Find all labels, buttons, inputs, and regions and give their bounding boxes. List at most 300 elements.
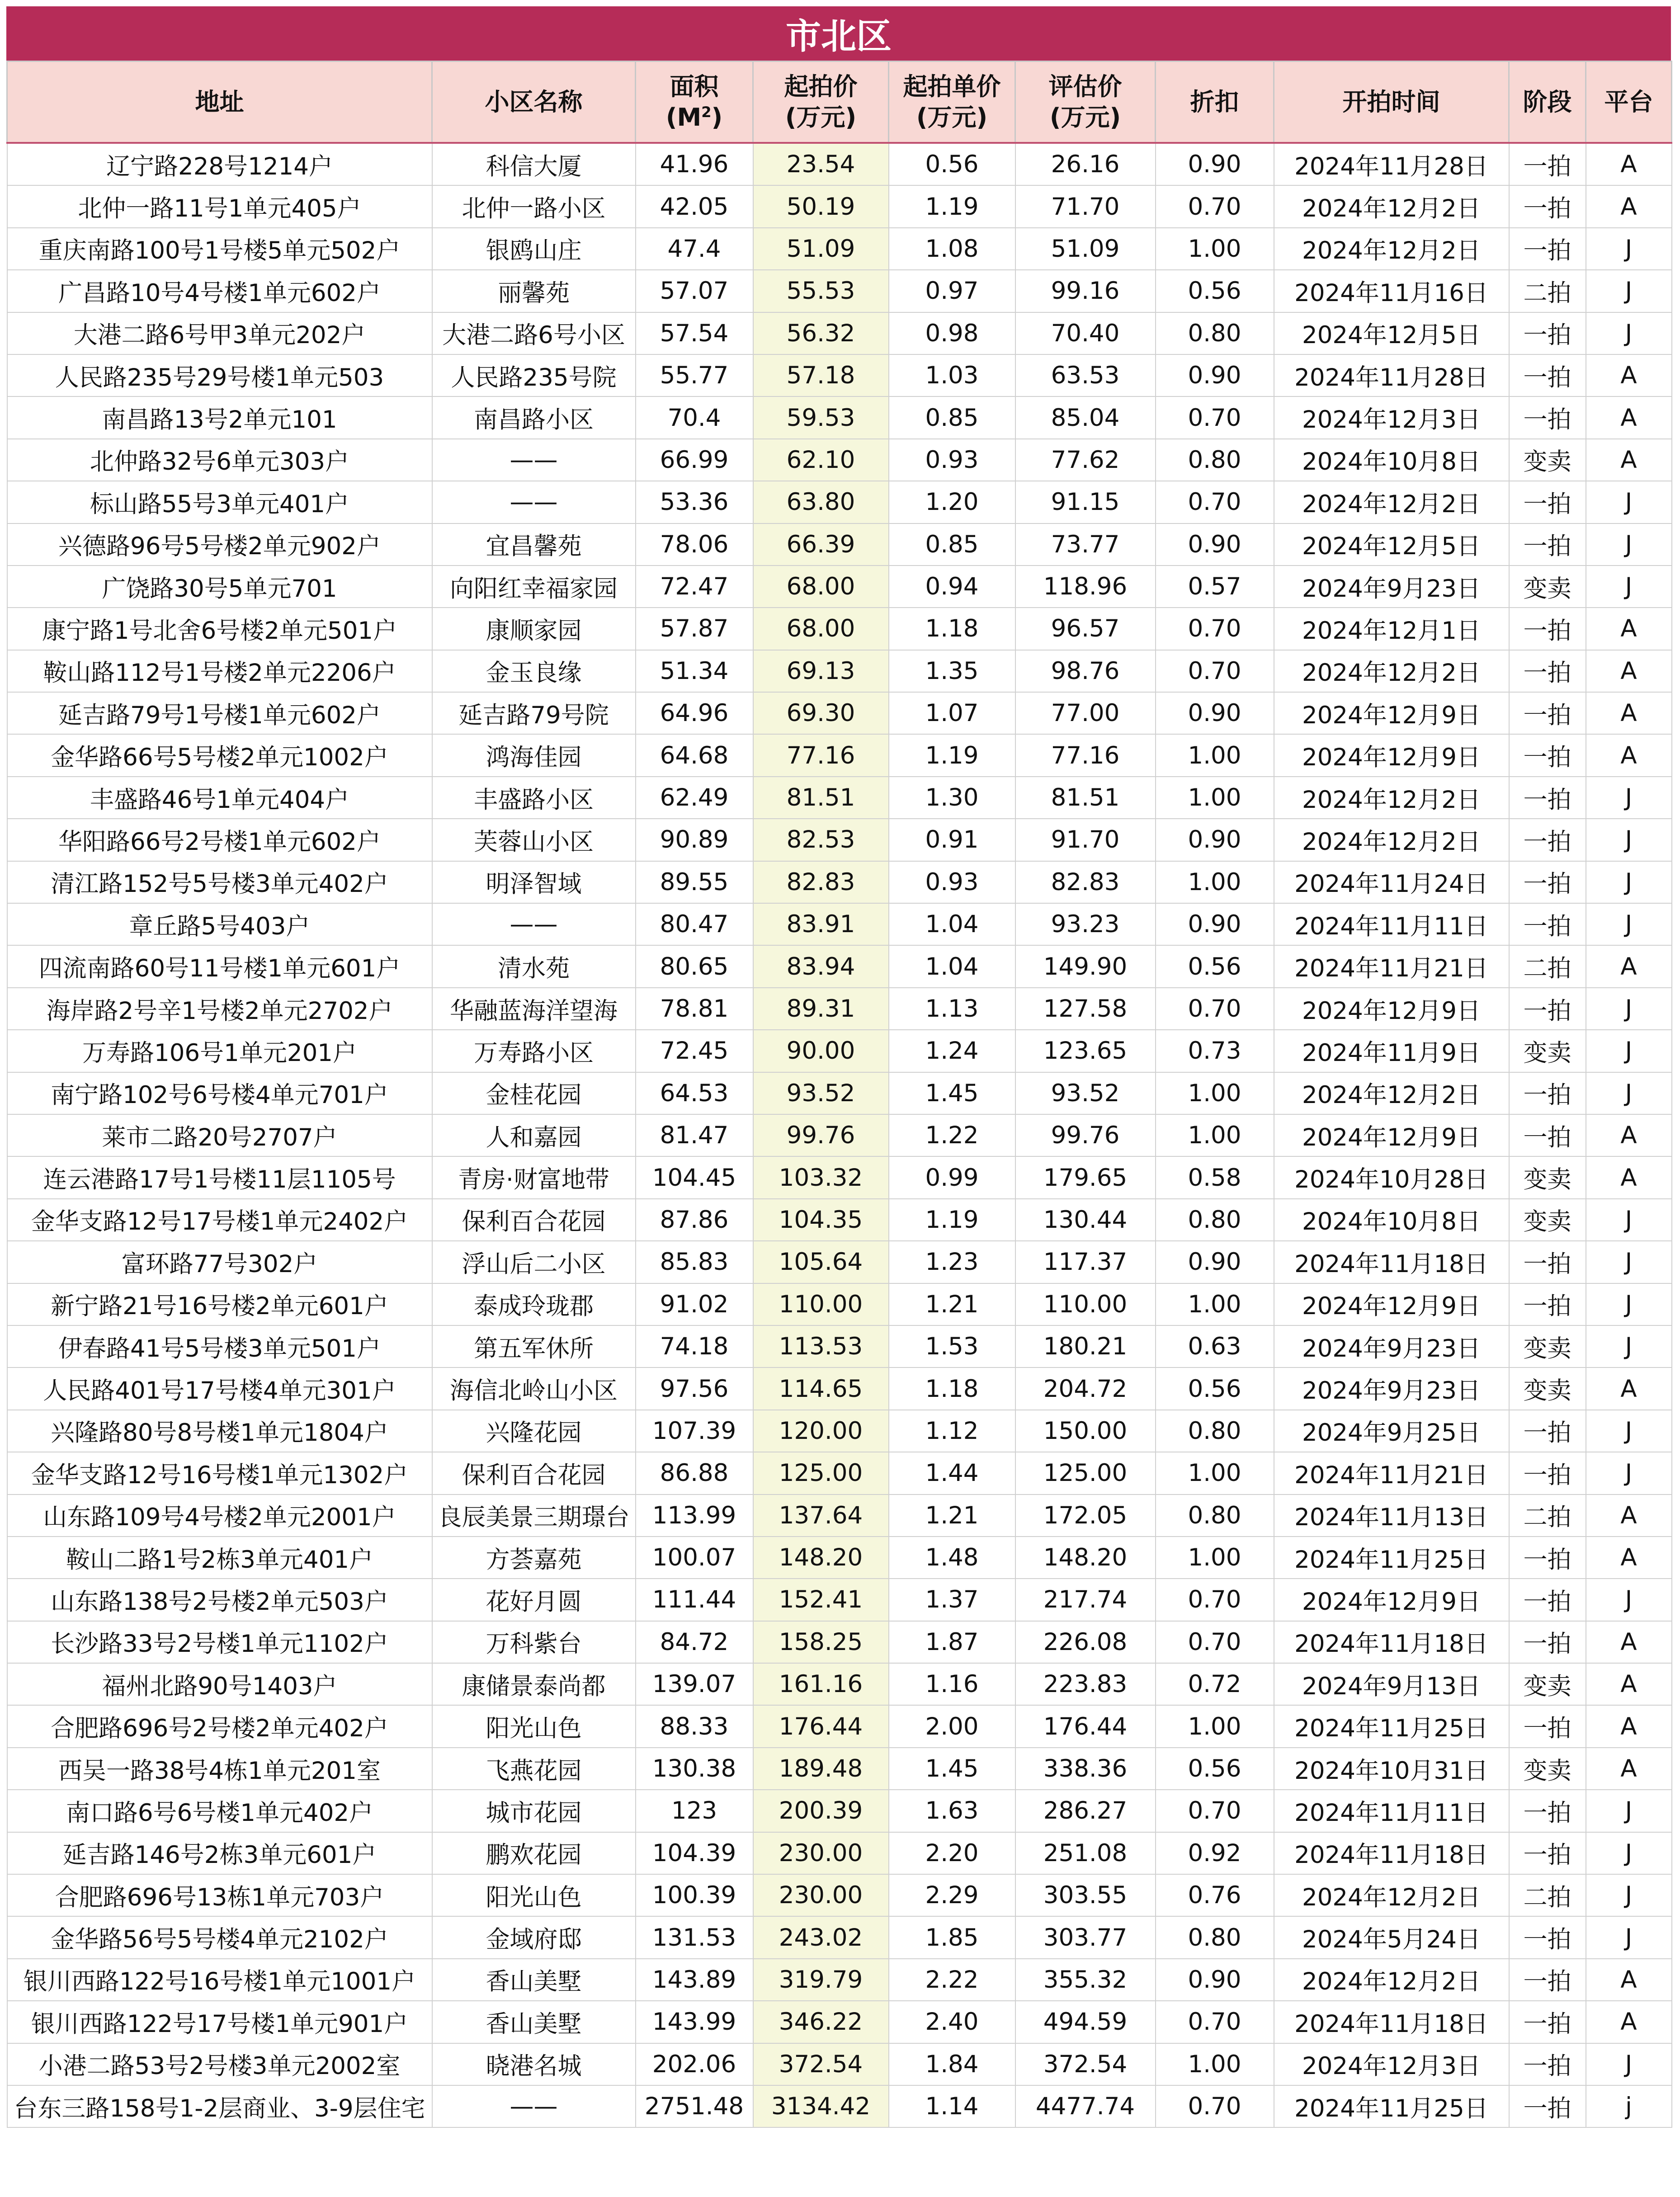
table-row	[7, 903, 1672, 945]
unit-price-cell: 1.35	[889, 650, 1015, 692]
address-cell: 伊春路41号5号楼3单元501户	[7, 1325, 432, 1367]
community-cell: 城市花园	[432, 1790, 636, 1832]
community-cell: 阳光山色	[432, 1874, 636, 1916]
appraisal-cell: 110.00	[1015, 1283, 1156, 1325]
area-cell: 47.4	[636, 228, 753, 270]
start-price-cell: 104.35	[753, 1199, 889, 1241]
start-price-cell: 103.32	[753, 1156, 889, 1198]
unit-price-cell: 1.19	[889, 734, 1015, 776]
appraisal-cell: 99.16	[1015, 270, 1156, 312]
discount-cell: 0.56	[1156, 945, 1274, 987]
area-cell: 130.38	[636, 1748, 753, 1790]
address-cell: 金华路66号5号楼2单元1002户	[7, 734, 432, 776]
community-cell: 花好月圆	[432, 1579, 636, 1621]
appraisal-cell: 130.44	[1015, 1199, 1156, 1241]
community-cell: ——	[432, 2085, 636, 2127]
unit-price-cell: 1.04	[889, 945, 1015, 987]
unit-price-cell: 1.30	[889, 777, 1015, 819]
community-cell: 晓港名城	[432, 2043, 636, 2085]
area-cell: 89.55	[636, 861, 753, 903]
discount-cell: 1.00	[1156, 1705, 1274, 1747]
address-cell: 富环路77号302户	[7, 1241, 432, 1283]
address-cell: 银川西路122号16号楼1单元1001户	[7, 1959, 432, 2001]
unit-price-cell: 2.00	[889, 1705, 1015, 1747]
area-cell: 107.39	[636, 1410, 753, 1452]
stage-cell: 一拍	[1509, 1537, 1586, 1579]
unit-price-cell: 0.93	[889, 439, 1015, 481]
unit-price-cell: 1.85	[889, 1916, 1015, 1958]
address-cell: 鞍山路112号1号楼2单元2206户	[7, 650, 432, 692]
address-cell: 金华路56号5号楼4单元2102户	[7, 1916, 432, 1958]
platform-cell: J	[1586, 1072, 1672, 1114]
stage-cell: 一拍	[1509, 1114, 1586, 1156]
community-cell: 丽馨苑	[432, 270, 636, 312]
start-price-cell: 125.00	[753, 1452, 889, 1494]
platform-cell: J	[1586, 1452, 1672, 1494]
unit-price-cell: 1.53	[889, 1325, 1015, 1367]
address-cell: 兴隆路80号8号楼1单元1804户	[7, 1410, 432, 1452]
stage-cell: 一拍	[1509, 1916, 1586, 1958]
table-row	[7, 228, 1672, 270]
discount-cell: 0.56	[1156, 1367, 1274, 1410]
platform-cell: A	[1586, 185, 1672, 227]
auction-date-cell: 2024年9月13日	[1274, 1663, 1509, 1705]
area-cell: 86.88	[636, 1452, 753, 1494]
unit-price-cell: 1.48	[889, 1537, 1015, 1579]
community-cell: 海信北岭山小区	[432, 1367, 636, 1410]
area-cell: 51.34	[636, 650, 753, 692]
stage-cell: 变卖	[1509, 1663, 1586, 1705]
area-cell: 70.4	[636, 396, 753, 438]
area-cell: 111.44	[636, 1579, 753, 1621]
auction-date-cell: 2024年12月2日	[1274, 1959, 1509, 2001]
address-cell: 山东路109号4号楼2单元2001户	[7, 1495, 432, 1537]
start-price-cell: 23.54	[753, 143, 889, 185]
discount-cell: 1.00	[1156, 1283, 1274, 1325]
start-price-cell: 114.65	[753, 1367, 889, 1410]
table-row	[7, 1452, 1672, 1494]
unit-price-cell: 1.16	[889, 1663, 1015, 1705]
start-price-cell: 68.00	[753, 608, 889, 650]
table-row	[7, 1283, 1672, 1325]
discount-cell: 0.80	[1156, 1199, 1274, 1241]
community-cell: 向阳红幸福家园	[432, 566, 636, 608]
table-row	[7, 1832, 1672, 1874]
appraisal-cell: 70.40	[1015, 312, 1156, 354]
platform-cell: J	[1586, 903, 1672, 945]
platform-cell: A	[1586, 143, 1672, 185]
header-address: 地址	[7, 61, 432, 143]
stage-cell: 二拍	[1509, 270, 1586, 312]
header-area	[636, 61, 753, 143]
appraisal-cell: 77.62	[1015, 439, 1156, 481]
table-row	[7, 354, 1672, 396]
unit-price-cell: 0.98	[889, 312, 1015, 354]
discount-cell: 0.70	[1156, 608, 1274, 650]
community-cell: 银鸥山庄	[432, 228, 636, 270]
stage-cell: 变卖	[1509, 1748, 1586, 1790]
area-cell: 97.56	[636, 1367, 753, 1410]
address-cell: 华阳路66号2号楼1单元602户	[7, 819, 432, 861]
start-price-cell: 63.80	[753, 481, 889, 523]
unit-price-cell: 1.23	[889, 1241, 1015, 1283]
auction-date-cell: 2024年11月18日	[1274, 2001, 1509, 2043]
community-cell: 方荟嘉苑	[432, 1537, 636, 1579]
area-cell: 42.05	[636, 185, 753, 227]
unit-price-cell: 1.84	[889, 2043, 1015, 2085]
platform-cell: A	[1586, 1495, 1672, 1537]
unit-price-cell: 1.22	[889, 1114, 1015, 1156]
area-cell: 104.39	[636, 1832, 753, 1874]
auction-date-cell: 2024年9月23日	[1274, 566, 1509, 608]
platform-cell: A	[1586, 692, 1672, 734]
header-discount: 折扣	[1156, 61, 1274, 143]
platform-cell: A	[1586, 650, 1672, 692]
appraisal-cell: 223.83	[1015, 1663, 1156, 1705]
start-price-cell: 59.53	[753, 396, 889, 438]
community-cell: 香山美墅	[432, 1959, 636, 2001]
auction-date-cell: 2024年11月16日	[1274, 270, 1509, 312]
table-body	[7, 143, 1672, 2127]
area-cell: 85.83	[636, 1241, 753, 1283]
address-cell: 广饶路30号5单元701	[7, 566, 432, 608]
table-row	[7, 945, 1672, 987]
unit-price-cell: 1.45	[889, 1748, 1015, 1790]
platform-cell: J	[1586, 988, 1672, 1030]
address-cell: 新宁路21号16号楼2单元601户	[7, 1283, 432, 1325]
unit-price-cell: 0.99	[889, 1156, 1015, 1198]
platform-cell: A	[1586, 1959, 1672, 2001]
platform-cell: J	[1586, 2043, 1672, 2085]
area-cell: 78.06	[636, 523, 753, 566]
platform-cell: J	[1586, 312, 1672, 354]
platform-cell: A	[1586, 608, 1672, 650]
stage-cell: 一拍	[1509, 988, 1586, 1030]
auction-date-cell: 2024年12月9日	[1274, 1114, 1509, 1156]
appraisal-cell: 81.51	[1015, 777, 1156, 819]
start-price-cell: 56.32	[753, 312, 889, 354]
address-cell: 金华支路12号16号楼1单元1302户	[7, 1452, 432, 1494]
platform-cell: A	[1586, 439, 1672, 481]
platform-cell: A	[1586, 945, 1672, 987]
auction-date-cell: 2024年12月3日	[1274, 2043, 1509, 2085]
header-row	[7, 61, 1672, 143]
address-cell: 小港二路53号2号楼3单元2002室	[7, 2043, 432, 2085]
table-row	[7, 819, 1672, 861]
community-cell: 宜昌馨苑	[432, 523, 636, 566]
community-cell: 清水苑	[432, 945, 636, 987]
stage-cell: 一拍	[1509, 185, 1586, 227]
unit-price-cell: 1.37	[889, 1579, 1015, 1621]
area-cell: 72.47	[636, 566, 753, 608]
auction-date-cell: 2024年12月2日	[1274, 650, 1509, 692]
auction-date-cell: 2024年12月9日	[1274, 1283, 1509, 1325]
community-cell: 大港二路6号小区	[432, 312, 636, 354]
community-cell: ——	[432, 439, 636, 481]
stage-cell: 一拍	[1509, 312, 1586, 354]
unit-price-cell: 1.63	[889, 1790, 1015, 1832]
community-cell: 康顺家园	[432, 608, 636, 650]
table-row	[7, 1790, 1672, 1832]
auction-date-cell: 2024年12月2日	[1274, 228, 1509, 270]
address-cell: 鞍山二路1号2栋3单元401户	[7, 1537, 432, 1579]
area-cell: 100.39	[636, 1874, 753, 1916]
unit-price-cell: 1.19	[889, 1199, 1015, 1241]
auction-date-cell: 2024年10月28日	[1274, 1156, 1509, 1198]
unit-price-cell: 0.93	[889, 861, 1015, 903]
table-row	[7, 2001, 1672, 2043]
start-price-cell: 346.22	[753, 2001, 889, 2043]
area-cell: 123	[636, 1790, 753, 1832]
stage-cell: 一拍	[1509, 354, 1586, 396]
stage-cell: 一拍	[1509, 523, 1586, 566]
address-cell: 台东三路158号1-2层商业、3-9层住宅	[7, 2085, 432, 2127]
unit-price-cell: 1.03	[889, 354, 1015, 396]
platform-cell: A	[1586, 1748, 1672, 1790]
header-unit-price: 起拍单价 (万元)	[889, 61, 1015, 143]
unit-price-cell: 1.07	[889, 692, 1015, 734]
platform-cell: A	[1586, 1537, 1672, 1579]
table-row	[7, 1705, 1672, 1747]
unit-price-cell: 2.40	[889, 2001, 1015, 2043]
table-row	[7, 1621, 1672, 1663]
address-cell: 银川西路122号17号楼1单元901户	[7, 2001, 432, 2043]
auction-date-cell: 2024年12月2日	[1274, 185, 1509, 227]
platform-cell: J	[1586, 1579, 1672, 1621]
address-cell: 广昌路10号4号楼1单元602户	[7, 270, 432, 312]
discount-cell: 0.56	[1156, 270, 1274, 312]
community-cell: 阳光山色	[432, 1705, 636, 1747]
table-row	[7, 1030, 1672, 1072]
discount-cell: 0.80	[1156, 1916, 1274, 1958]
table-row	[7, 185, 1672, 227]
community-cell: 鹏欢花园	[432, 1832, 636, 1874]
stage-cell: 一拍	[1509, 1832, 1586, 1874]
auction-date-cell: 2024年11月18日	[1274, 1832, 1509, 1874]
start-price-cell: 120.00	[753, 1410, 889, 1452]
appraisal-cell: 286.27	[1015, 1790, 1156, 1832]
discount-cell: 0.70	[1156, 1790, 1274, 1832]
platform-cell: J	[1586, 861, 1672, 903]
table-row	[7, 1663, 1672, 1705]
platform-cell: A	[1586, 2001, 1672, 2043]
table-row	[7, 988, 1672, 1030]
header-platform: 平台	[1586, 61, 1672, 143]
address-cell: 合肥路696号2号楼2单元402户	[7, 1705, 432, 1747]
unit-price-cell: 1.14	[889, 2085, 1015, 2127]
discount-cell: 0.58	[1156, 1156, 1274, 1198]
header-appraisal: 评估价 (万元)	[1015, 61, 1156, 143]
appraisal-cell: 338.36	[1015, 1748, 1156, 1790]
auction-date-cell: 2024年11月24日	[1274, 861, 1509, 903]
unit-price-cell: 1.12	[889, 1410, 1015, 1452]
auction-date-cell: 2024年12月2日	[1274, 777, 1509, 819]
area-cell: 84.72	[636, 1621, 753, 1663]
discount-cell: 0.92	[1156, 1832, 1274, 1874]
unit-price-cell: 1.18	[889, 608, 1015, 650]
unit-price-cell: 1.08	[889, 228, 1015, 270]
appraisal-cell: 172.05	[1015, 1495, 1156, 1537]
auction-date-cell: 2024年12月2日	[1274, 1072, 1509, 1114]
address-cell: 章丘路5号403户	[7, 903, 432, 945]
discount-cell: 0.90	[1156, 903, 1274, 945]
area-cell: 202.06	[636, 2043, 753, 2085]
start-price-cell: 77.16	[753, 734, 889, 776]
discount-cell: 1.00	[1156, 228, 1274, 270]
start-price-cell: 83.94	[753, 945, 889, 987]
community-cell: 香山美墅	[432, 2001, 636, 2043]
appraisal-cell: 77.00	[1015, 692, 1156, 734]
discount-cell: 1.00	[1156, 1072, 1274, 1114]
stage-cell: 一拍	[1509, 1283, 1586, 1325]
discount-cell: 0.90	[1156, 692, 1274, 734]
discount-cell: 0.76	[1156, 1874, 1274, 1916]
appraisal-cell: 71.70	[1015, 185, 1156, 227]
table-row	[7, 566, 1672, 608]
table-row	[7, 312, 1672, 354]
discount-cell: 0.90	[1156, 1959, 1274, 2001]
platform-cell: j	[1586, 2085, 1672, 2127]
platform-cell: J	[1586, 523, 1672, 566]
auction-date-cell: 2024年5月24日	[1274, 1916, 1509, 1958]
start-price-cell: 90.00	[753, 1030, 889, 1072]
appraisal-cell: 127.58	[1015, 988, 1156, 1030]
stage-cell: 一拍	[1509, 2085, 1586, 2127]
appraisal-cell: 117.37	[1015, 1241, 1156, 1283]
discount-cell: 0.70	[1156, 2001, 1274, 2043]
area-cell: 143.89	[636, 1959, 753, 2001]
start-price-cell: 93.52	[753, 1072, 889, 1114]
table-row	[7, 2085, 1672, 2127]
discount-cell: 0.70	[1156, 396, 1274, 438]
appraisal-cell: 96.57	[1015, 608, 1156, 650]
table-row	[7, 1241, 1672, 1283]
unit-price-cell: 1.04	[889, 903, 1015, 945]
stage-cell: 一拍	[1509, 2043, 1586, 2085]
unit-price-cell: 1.45	[889, 1072, 1015, 1114]
appraisal-cell: 63.53	[1015, 354, 1156, 396]
platform-cell: A	[1586, 1156, 1672, 1198]
area-cell: 57.54	[636, 312, 753, 354]
start-price-cell: 189.48	[753, 1748, 889, 1790]
address-cell: 康宁路1号北舍6号楼2单元501户	[7, 608, 432, 650]
auction-date-cell: 2024年12月5日	[1274, 523, 1509, 566]
start-price-cell: 82.53	[753, 819, 889, 861]
appraisal-cell: 118.96	[1015, 566, 1156, 608]
platform-cell: J	[1586, 228, 1672, 270]
discount-cell: 0.70	[1156, 481, 1274, 523]
auction-date-cell: 2024年11月18日	[1274, 1621, 1509, 1663]
area-cell: 78.81	[636, 988, 753, 1030]
platform-cell: A	[1586, 1663, 1672, 1705]
stage-cell: 变卖	[1509, 1030, 1586, 1072]
stage-cell: 变卖	[1509, 1325, 1586, 1367]
platform-cell: A	[1586, 354, 1672, 396]
discount-cell: 0.90	[1156, 819, 1274, 861]
platform-cell: J	[1586, 1199, 1672, 1241]
appraisal-cell: 179.65	[1015, 1156, 1156, 1198]
appraisal-cell: 217.74	[1015, 1579, 1156, 1621]
platform-cell: J	[1586, 270, 1672, 312]
appraisal-cell: 73.77	[1015, 523, 1156, 566]
community-cell: 万寿路小区	[432, 1030, 636, 1072]
appraisal-cell: 355.32	[1015, 1959, 1156, 2001]
community-cell: ——	[432, 903, 636, 945]
discount-cell: 0.80	[1156, 312, 1274, 354]
community-cell: 兴隆花园	[432, 1410, 636, 1452]
address-cell: 北仲路32号6单元303户	[7, 439, 432, 481]
appraisal-cell: 4477.74	[1015, 2085, 1156, 2127]
area-cell: 57.07	[636, 270, 753, 312]
auction-date-cell: 2024年11月28日	[1274, 354, 1509, 396]
start-price-cell: 110.00	[753, 1283, 889, 1325]
table-row	[7, 650, 1672, 692]
appraisal-cell: 303.77	[1015, 1916, 1156, 1958]
header-date: 开拍时间	[1274, 61, 1509, 143]
address-cell: 合肥路696号13栋1单元703户	[7, 1874, 432, 1916]
platform-cell: A	[1586, 1114, 1672, 1156]
address-cell: 北仲一路11号1单元405户	[7, 185, 432, 227]
appraisal-cell: 125.00	[1015, 1452, 1156, 1494]
area-cell: 72.45	[636, 1030, 753, 1072]
area-cell: 87.86	[636, 1199, 753, 1241]
unit-price-cell: 1.13	[889, 988, 1015, 1030]
auction-date-cell: 2024年10月8日	[1274, 439, 1509, 481]
discount-cell: 0.70	[1156, 2085, 1274, 2127]
unit-price-cell: 1.21	[889, 1283, 1015, 1325]
community-cell: 康储景泰尚都	[432, 1663, 636, 1705]
discount-cell: 0.70	[1156, 1579, 1274, 1621]
community-cell: 保利百合花园	[432, 1199, 636, 1241]
discount-cell: 1.00	[1156, 1452, 1274, 1494]
stage-cell: 一拍	[1509, 1241, 1586, 1283]
table-row	[7, 1114, 1672, 1156]
discount-cell: 0.90	[1156, 1241, 1274, 1283]
stage-cell: 一拍	[1509, 1072, 1586, 1114]
appraisal-cell: 93.52	[1015, 1072, 1156, 1114]
table-row	[7, 608, 1672, 650]
area-cell: 104.45	[636, 1156, 753, 1198]
discount-cell: 0.90	[1156, 354, 1274, 396]
appraisal-cell: 150.00	[1015, 1410, 1156, 1452]
platform-cell: A	[1586, 734, 1672, 776]
discount-cell: 0.56	[1156, 1748, 1274, 1790]
area-cell: 80.47	[636, 903, 753, 945]
table-row	[7, 143, 1672, 185]
start-price-cell: 89.31	[753, 988, 889, 1030]
platform-cell: A	[1586, 1705, 1672, 1747]
start-price-cell: 69.30	[753, 692, 889, 734]
community-cell: 科信大厦	[432, 143, 636, 185]
community-cell: 华融蓝海洋望海	[432, 988, 636, 1030]
table-row	[7, 270, 1672, 312]
address-cell: 辽宁路228号1214户	[7, 143, 432, 185]
unit-price-cell: 1.19	[889, 185, 1015, 227]
unit-price-cell: 0.85	[889, 523, 1015, 566]
discount-cell: 1.00	[1156, 1537, 1274, 1579]
start-price-cell: 99.76	[753, 1114, 889, 1156]
start-price-cell: 137.64	[753, 1495, 889, 1537]
address-cell: 四流南路60号11号楼1单元601户	[7, 945, 432, 987]
header-community: 小区名称	[432, 61, 636, 143]
area-cell: 139.07	[636, 1663, 753, 1705]
table-row	[7, 1156, 1672, 1198]
stage-cell: 一拍	[1509, 143, 1586, 185]
header-start-price: 起拍价 (万元)	[753, 61, 889, 143]
appraisal-cell: 93.23	[1015, 903, 1156, 945]
stage-cell: 一拍	[1509, 650, 1586, 692]
platform-cell: J	[1586, 777, 1672, 819]
